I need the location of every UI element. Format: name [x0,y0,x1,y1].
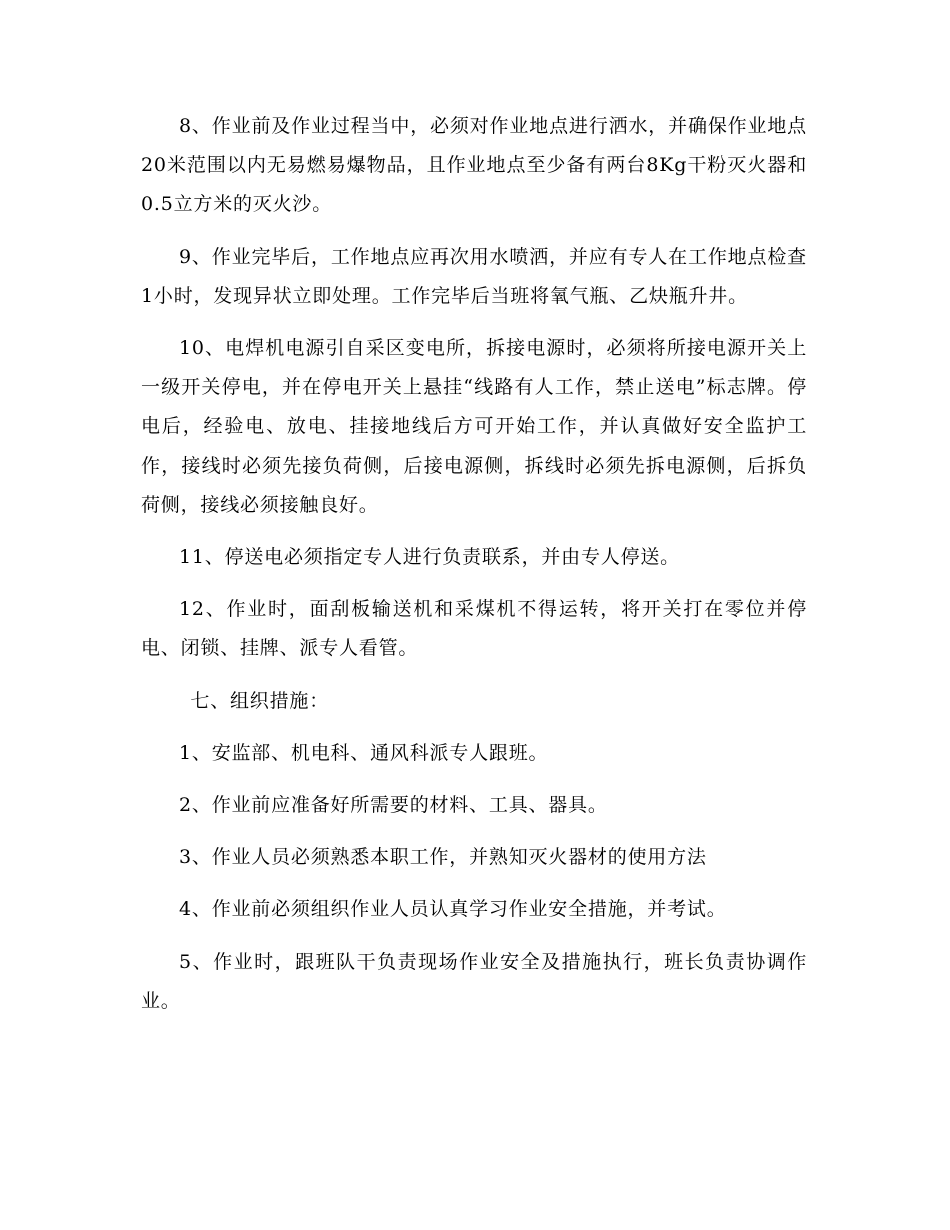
section-item-3: 3、作业人员必须熟悉本职工作，并熟知灭火器材的使用方法 [179,846,707,869]
paragraph-10: 10、电焊机电源引自采区变电所，拆接电源时，必须将所接电源开关上一级开关停电，并在停电开关上悬挂“线路有人工作，禁止送电”标志牌。停电后，经验电、放电、挂接地线后方可开始工作，并认真做好安全监护工作，接线时必须先接负荷侧，后接电源侧，拆线时必须先拆电源侧，后拆负荷侧，接线必须接触良好。 [141,337,807,516]
paragraph-9: 9、作业完毕后，工作地点应再次用水喷洒，并应有专人在工作地点检查1小时，发现异状立即处理。工作完毕后当班将氧气瓶、乙炔瓶升井。 [141,245,807,307]
section-heading: 七、组织措施： [190,689,329,712]
paragraph-11: 11、停送电必须指定专人进行负责联系，并由专人停送。 [179,546,680,569]
document-body [141,107,807,1034]
section-item-4: 4、作业前必须组织作业人员认真学习作业安全措施，并考试。 [179,898,727,921]
paragraph-12: 12、作业时，面刮板输送机和采煤机不得运转，将开关打在零位并停电、闭锁、挂牌、派专人看管。 [141,598,807,660]
section-item-5: 5、作业时，跟班队干负责现场作业安全及措施执行，班长负责协调作业。 [141,950,807,1012]
section-item-1: 1、安监部、机电科、通风科派专人跟班。 [179,741,549,764]
paragraph-8: 8、作业前及作业过程当中，必须对作业地点进行洒水，并确保作业地点20米范围以内无易燃易爆物品，且作业地点至少备有两台8Kg干粉灭火器和0.5立方米的灭火沙。 [141,115,807,216]
section-item-2: 2、作业前应准备好所需要的材料、工具、器具。 [179,794,608,817]
